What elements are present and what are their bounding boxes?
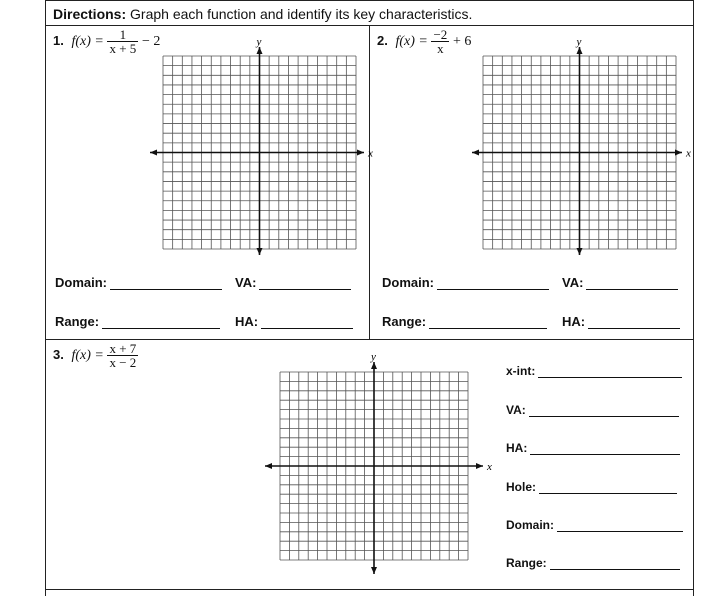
answer-blank[interactable] <box>588 318 680 329</box>
problem-number: 1. <box>53 32 64 48</box>
answer-blank[interactable] <box>102 318 220 329</box>
fraction <box>107 342 138 369</box>
domain-field-1[interactable] <box>55 275 222 290</box>
field-label: Domain: <box>506 518 554 532</box>
y-axis-arrow-top <box>257 47 263 54</box>
x-axis-arrow-left <box>265 463 272 469</box>
answer-blank[interactable] <box>437 279 549 290</box>
ha-field-3[interactable] <box>506 441 680 455</box>
answer-blank[interactable] <box>538 367 682 378</box>
va-field-3[interactable] <box>506 403 679 417</box>
fraction <box>431 28 449 55</box>
field-label: VA: <box>562 275 584 290</box>
y-axis-label: y <box>371 351 376 363</box>
field-label: VA: <box>235 275 257 290</box>
y-axis-arrow-bottom <box>371 567 377 574</box>
x-axis-arrow-left <box>150 150 157 156</box>
hole-field[interactable] <box>506 480 677 494</box>
x-axis-label: x <box>487 461 492 473</box>
problem-2-equation <box>377 28 471 55</box>
answer-blank[interactable] <box>586 279 678 290</box>
y-axis-label: y <box>256 36 262 48</box>
y-axis-arrow-top <box>577 47 583 54</box>
numerator: −2 <box>433 27 448 42</box>
answer-blank[interactable] <box>539 483 677 494</box>
y-axis-label: y <box>576 36 582 48</box>
answer-blank[interactable] <box>529 406 679 417</box>
row-divider <box>45 339 694 340</box>
field-label: Domain: <box>55 275 107 290</box>
field-label: VA: <box>506 403 526 417</box>
fraction <box>107 28 138 55</box>
x-axis-arrow-right <box>357 150 364 156</box>
y-axis-arrow-bottom <box>577 248 583 255</box>
field-label: Range: <box>55 314 100 329</box>
field-label: x-int: <box>506 364 536 378</box>
field-label: HA: <box>506 441 528 455</box>
directions-label: Directions: <box>53 6 127 22</box>
ha-field-2[interactable] <box>562 314 680 329</box>
constant-term: + 6 <box>452 33 472 49</box>
domain-field-2[interactable] <box>382 275 549 290</box>
field-label: Hole: <box>506 480 536 494</box>
field-label: Domain: <box>382 275 434 290</box>
y-axis-arrow-top <box>371 362 377 369</box>
coordinate-grid-2[interactable] <box>472 35 694 257</box>
field-label: Range: <box>506 556 547 570</box>
top-rule <box>45 0 694 1</box>
va-field-2[interactable] <box>562 275 678 290</box>
problem-number: 2. <box>377 32 388 48</box>
range-field-3[interactable] <box>506 556 680 570</box>
y-axis-arrow-bottom <box>257 248 263 255</box>
answer-blank[interactable] <box>550 559 680 570</box>
directions-text: Graph each function and identify its key characteristics. <box>130 6 473 22</box>
x-axis-arrow-right <box>476 463 483 469</box>
field-label: HA: <box>235 314 259 329</box>
x-intercept-field[interactable] <box>506 364 682 378</box>
field-label: Range: <box>382 314 427 329</box>
answer-blank[interactable] <box>557 521 683 532</box>
bottom-rule <box>45 589 694 590</box>
function-name: f(x) = <box>71 33 104 49</box>
function-name: f(x) = <box>71 347 104 363</box>
ha-field-1[interactable] <box>235 314 353 329</box>
va-field-1[interactable] <box>235 275 351 290</box>
numerator: x + 7 <box>109 341 137 356</box>
numerator: 1 <box>107 28 138 42</box>
range-field-1[interactable] <box>55 314 220 329</box>
x-axis-label: x <box>368 147 373 160</box>
answer-blank[interactable] <box>110 279 222 290</box>
constant-term: − 2 <box>141 33 161 49</box>
x-axis-arrow-right <box>675 150 682 156</box>
denominator: x <box>437 41 444 56</box>
domain-field-3[interactable] <box>506 518 683 532</box>
answer-blank[interactable] <box>261 318 353 329</box>
function-name: f(x) = <box>395 33 428 49</box>
x-axis-arrow-left <box>472 150 479 156</box>
answer-blank[interactable] <box>259 279 351 290</box>
field-label: HA: <box>562 314 586 329</box>
range-field-2[interactable] <box>382 314 547 329</box>
denominator: x − 2 <box>109 355 137 370</box>
problem-3-equation <box>53 342 138 369</box>
directions <box>53 6 472 22</box>
answer-blank[interactable] <box>530 444 680 455</box>
coordinate-grid-3[interactable] <box>265 348 495 580</box>
x-axis-label: x <box>686 147 691 160</box>
coordinate-grid-1[interactable] <box>150 35 372 257</box>
answer-blank[interactable] <box>429 318 547 329</box>
problem-number: 3. <box>53 346 64 362</box>
problem-1-equation <box>53 28 160 55</box>
denominator: x + 5 <box>109 41 137 56</box>
